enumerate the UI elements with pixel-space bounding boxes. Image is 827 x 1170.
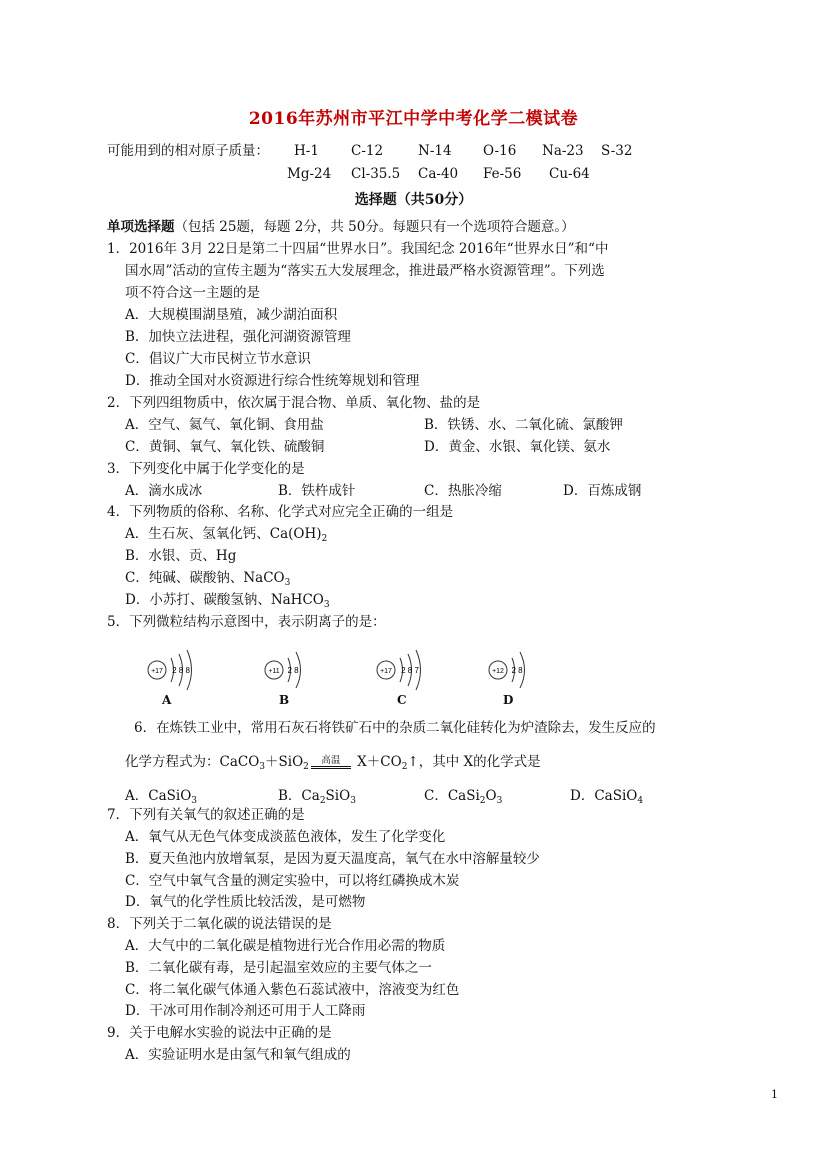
q8-option-a: A．大气中的二氧化碳是植物进行光合作用必需的物质	[125, 938, 446, 954]
q6-eq-plus: ＋SiO	[265, 754, 304, 770]
q9-stem: 9．关于电解水实验的说法中正确的是	[107, 1025, 332, 1041]
q3-option-b: B．铁杵成针	[278, 483, 356, 499]
q3-stem: 3．下列变化中属于化学变化的是	[107, 461, 305, 477]
q4-a-text: A．生石灰、氢氧化钙、Ca(OH)	[125, 526, 322, 542]
q6-c-sub2: 3	[496, 796, 503, 806]
q4-option-d	[125, 591, 330, 609]
q6-eq-x: X＋CO	[352, 754, 402, 770]
atom-label-c: C	[397, 693, 407, 707]
q6-eq-sub2: 2	[303, 762, 309, 772]
atom-a-nucleus: +17	[151, 668, 163, 675]
page-number: 1	[771, 1088, 778, 1101]
q1-line3: 项不符合这一主题的是	[125, 285, 260, 301]
q1-line1: 1．2016年 3月 22日是第二十四届“世界水日”。我国纪念 2016年“世界水日”和“中	[107, 241, 609, 257]
q4-d-sub: 3	[323, 600, 330, 610]
q6-a-sub: 3	[191, 796, 197, 806]
instructions	[107, 218, 575, 236]
q7-option-a: A．氧气从无色气体变成淡蓝色液体，发生了化学变化	[125, 829, 446, 845]
q4-c-sub: 3	[284, 578, 291, 588]
q6-b-sub1: 2	[319, 796, 326, 806]
q8-stem: 8．下列关于二氧化碳的说法错误的是	[107, 916, 332, 932]
q6-option-a	[125, 787, 197, 805]
q4-option-c	[125, 569, 290, 587]
atomic-mass-h: H-1	[294, 143, 319, 159]
q8-option-c: C．将二氧化碳气体通入紫色石蕊试液中，溶液变为红色	[125, 982, 460, 998]
q2-option-c: C．黄铜、氧气、氧化铁、硫酸铜	[125, 439, 325, 455]
page-title: 2016年苏州市平江中学中考化学二模试卷	[248, 109, 579, 129]
q8-option-d: D．干冰可用作制冷剂还可用于人工降雨	[125, 1003, 366, 1019]
q2-option-d: D．黄金、水银、氧化镁、氨水	[424, 439, 611, 455]
q3-option-a: A．滴水成冰	[125, 483, 203, 499]
q7-option-c: C．空气中氧气含量的测定实验中，可以将红磷换成木炭	[125, 873, 460, 889]
instructions-text: （包括 25题，每题 2分，共 50分。每题只有一个选项符合题意。）	[174, 219, 575, 235]
q7-stem: 7．下列有关氧气的叙述正确的是	[107, 807, 305, 823]
q6-option-d	[570, 787, 643, 805]
q1-option-a: A．大规模围湖垦殖，减少湖泊面积	[125, 307, 338, 323]
q3-option-c: C．热胀冷缩	[424, 483, 502, 499]
q6-c-text: C．CaSi	[424, 788, 480, 804]
atomic-mass-n: N-14	[418, 143, 452, 159]
atom-d-nucleus: +12	[492, 668, 504, 675]
q4-c-text: C．纯碱、碳酸钠、NaCO	[125, 570, 285, 586]
atom-d-shells: 2 8	[511, 666, 523, 675]
atom-diagram-a	[145, 648, 205, 692]
q7-option-d: D．氧气的化学性质比较活泼，是可燃物	[125, 894, 366, 910]
atomic-mass-label: 可能用到的相对原子质量：	[107, 143, 269, 159]
q2-stem: 2．下列四组物质中，依次属于混合物、单质、氧化物、盐的是	[107, 395, 481, 411]
section-heading: 选择题（共50分）	[354, 192, 473, 208]
q8-option-b: B．二氧化碳有毒，是引起温室效应的主要气体之一	[125, 960, 432, 976]
q2-option-a: A．空气、氦气、氧化铜、食用盐	[125, 417, 324, 433]
q1-line2: 国水周”活动的宣传主题为“落实五大发展理念，推进最严格水资源管理”。下列选	[125, 263, 605, 279]
reaction-condition: 高温	[321, 754, 341, 766]
atom-diagram-d	[486, 648, 536, 692]
q3-option-d: D．百炼成钢	[563, 483, 642, 499]
q4-option-b: B．水银、贡、Hg	[125, 548, 237, 564]
q6-c-sub1: 2	[479, 796, 486, 806]
q6-option-b	[278, 787, 356, 805]
q6-eq-suffix: ↑，其中 X的化学式是	[407, 754, 541, 770]
q6-b-sub2: 3	[350, 796, 356, 806]
atom-a-shells: 2 8 8	[172, 666, 190, 675]
q6-d-text: D．CaSiO	[570, 788, 638, 804]
atom-c-shells: 2 8 7	[401, 666, 419, 675]
q5-stem: 5．下列微粒结构示意图中，表示阴离子的是：	[107, 614, 386, 630]
q6-c-mid: O	[485, 788, 497, 804]
q2-option-b: B．铁锈、水、二氧化硫、氯酸钾	[424, 417, 623, 433]
atom-label-b: B	[279, 693, 290, 707]
atomic-mass-s: S-32	[601, 143, 633, 159]
atomic-mass-fe: Fe-56	[483, 166, 522, 182]
atomic-mass-c: C-12	[351, 143, 384, 159]
atom-diagram-c	[374, 648, 434, 692]
q6-equation	[125, 753, 541, 772]
atomic-mass-na: Na-23	[542, 143, 584, 159]
instructions-bold: 单项选择题	[107, 219, 175, 235]
q9-option-a: A．实验证明水是由氢气和氧气组成的	[125, 1047, 351, 1063]
q6-b-text: B．Ca	[278, 788, 320, 804]
q6-option-c	[424, 787, 502, 805]
q7-option-b: B．夏天鱼池内放增氧泵，是因为夏天温度高，氧气在水中溶解量较少	[125, 851, 540, 867]
atom-label-d: D	[503, 693, 514, 707]
q1-option-d: D．推动全国对水资源进行综合性统筹规划和管理	[125, 373, 420, 389]
q6-a-text: A．CaSiO	[125, 788, 192, 804]
atomic-mass-cl: Cl-35.5	[351, 166, 401, 182]
q4-stem: 4．下列物质的俗称、名称、化学式对应完全正确的一组是	[107, 504, 454, 520]
atom-b-nucleus: +11	[268, 668, 280, 675]
q6-eq-prefix: 化学方程式为：CaCO	[125, 754, 260, 770]
q6-eq-sub3: 2	[401, 762, 408, 772]
q4-d-text: D．小苏打、碳酸氢钠、NaHCO	[125, 592, 324, 608]
q6-b-mid: SiO	[325, 788, 351, 804]
q1-option-c: C．倡议广大市民树立节水意识	[125, 351, 311, 367]
atom-diagram-b	[262, 648, 312, 692]
q1-option-b: B．加快立法进程，强化河湖资源管理	[125, 329, 351, 345]
q6-line1: 6．在炼铁工业中，常用石灰石将铁矿石中的杂质二氧化硅转化为炉渣除去，发生反应的	[134, 720, 656, 736]
atomic-mass-mg: Mg-24	[287, 166, 332, 182]
q4-a-sub: 2	[321, 534, 328, 544]
q6-eq-sub1: 3	[259, 762, 266, 772]
reaction-arrow	[309, 754, 353, 772]
atom-c-nucleus: +17	[380, 668, 392, 675]
atomic-mass-cu: Cu-64	[549, 166, 590, 182]
q6-d-sub: 4	[637, 796, 644, 806]
atom-b-shells: 2 8	[287, 666, 299, 675]
atom-label-a: A	[162, 693, 172, 707]
atomic-mass-ca: Ca-40	[418, 166, 459, 182]
q4-option-a	[125, 525, 327, 543]
atomic-mass-o: O-16	[483, 143, 517, 159]
